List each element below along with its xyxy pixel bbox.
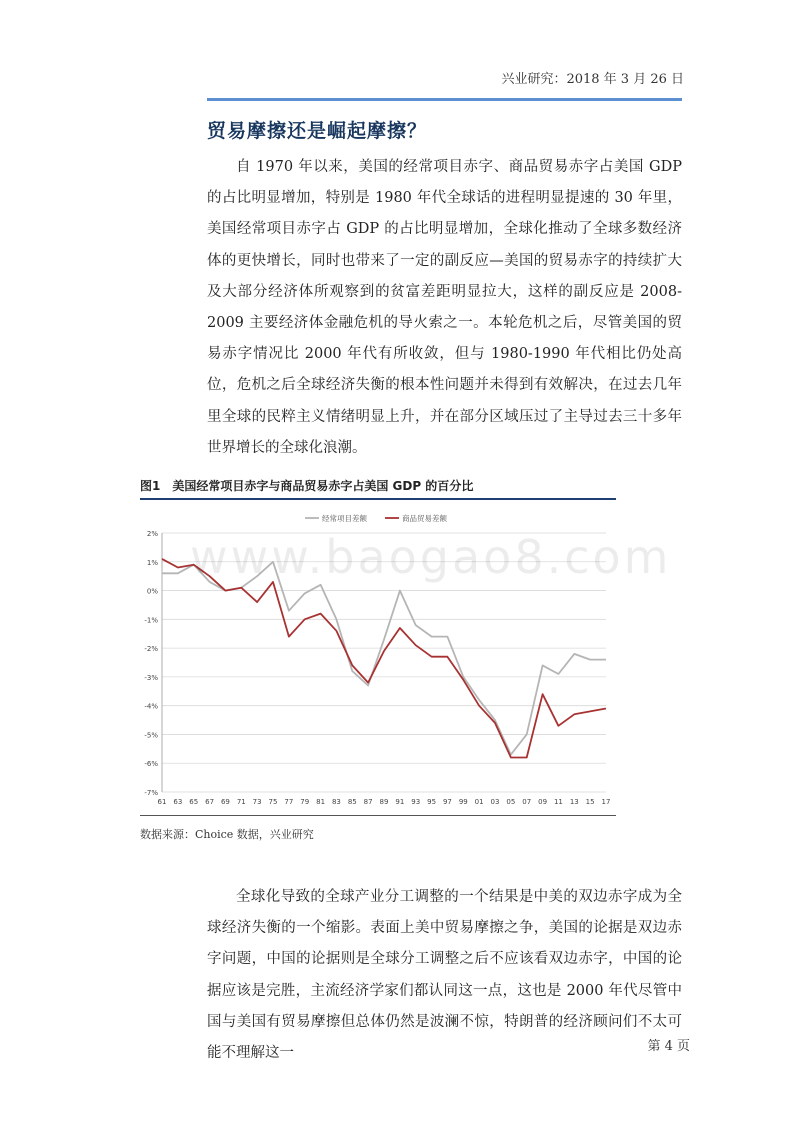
x-tick-label: 81 xyxy=(316,798,326,806)
x-tick-label: 61 xyxy=(157,798,167,806)
x-tick-label: 77 xyxy=(284,798,294,806)
x-tick-label: 09 xyxy=(538,798,548,806)
y-tick-label: -6% xyxy=(144,760,158,769)
header-date: 兴业研究：2018 年 3 月 26 日 xyxy=(501,72,684,87)
y-tick-label: 2% xyxy=(146,530,158,538)
y-tick-label: -2% xyxy=(144,645,158,654)
figure-title: 图1 美国经常项目赤字与商品贸易赤字占美国 GDP 的百分比 xyxy=(140,479,474,493)
x-axis-ticks xyxy=(158,798,611,806)
x-tick-label: 75 xyxy=(268,798,278,806)
series-line-2 xyxy=(162,559,606,758)
x-tick-label: 15 xyxy=(585,798,595,806)
header-rule xyxy=(207,98,682,101)
y-tick-label: -1% xyxy=(144,616,158,625)
section-title: 贸易摩擦还是崛起摩擦？ xyxy=(207,120,428,142)
y-tick-label: 1% xyxy=(146,558,158,567)
x-tick-label: 93 xyxy=(411,798,421,806)
x-tick-label: 89 xyxy=(379,798,389,806)
page-number: 第 4 页 xyxy=(647,1039,690,1054)
y-tick-label: -4% xyxy=(144,702,158,711)
y-tick-label: -3% xyxy=(144,673,158,682)
x-tick-label: 63 xyxy=(173,798,183,806)
legend-label: 经常项目差额 xyxy=(322,514,367,523)
figure-source: 数据来源：Choice 数据，兴业研究 xyxy=(140,828,314,841)
x-tick-label: 05 xyxy=(506,798,516,806)
watermark: www.baogao8.com xyxy=(190,530,672,584)
body-paragraph-2: 全球化导致的全球产业分工调整的一个结果是中美的双边赤字成为全球经济失衡的一个缩影。表面上美中贸易摩擦之争，美国的论据是双边赤字问题，中国的论据则是全球分工调整之后不应该看双边赤字，中国的论据应该是完胜，主流经济学家们都认同这一点，这也是 2000 年代尽管中国与美国有贸易摩擦但总体仍然是波澜不惊，特朗普的经济顾问们不太可能不理解这一 xyxy=(207,889,682,1062)
legend-label: 商品贸易差额 xyxy=(402,514,447,523)
x-tick-label: 17 xyxy=(601,798,611,806)
y-tick-label: 0% xyxy=(146,587,158,596)
series-lines xyxy=(162,559,606,758)
x-tick-label: 83 xyxy=(331,798,341,806)
x-tick-label: 87 xyxy=(363,798,373,806)
x-tick-label: 03 xyxy=(490,798,500,806)
chart-legend xyxy=(305,513,447,523)
x-tick-label: 07 xyxy=(522,798,532,806)
x-tick-label: 79 xyxy=(300,798,310,806)
x-tick-label: 11 xyxy=(553,798,563,806)
x-tick-label: 95 xyxy=(427,798,437,806)
x-tick-label: 01 xyxy=(474,798,484,806)
x-tick-label: 91 xyxy=(395,798,405,806)
x-tick-label: 69 xyxy=(220,798,230,806)
x-tick-label: 65 xyxy=(189,798,199,806)
x-tick-label: 99 xyxy=(458,798,468,806)
y-axis-ticks xyxy=(144,530,158,797)
y-tick-label: -5% xyxy=(144,731,158,740)
x-tick-label: 67 xyxy=(205,798,215,806)
x-tick-label: 71 xyxy=(236,798,246,806)
x-tick-label: 73 xyxy=(252,798,262,806)
figure-bottom-rule xyxy=(140,815,616,816)
y-tick-label: -7% xyxy=(144,789,158,797)
body-paragraph-1: 自 1970 年以来，美国的经常项目赤字、商品贸易赤字占美国 GDP 的占比明显增加，特别是 1980 年代全球话的进程明显提速的 30 年里，美国经常项目赤字占 GDP 的占比明显增加，全球化推动了全球多数经济体的更快增长，同时也带来了一定的副反应—美国的贸易赤字的持续扩大及大部分经济体所观察到的贫富差距明显拉大，这样的副反应是 2008-2009 主要经济体金融危机的导火索之一。本轮危机之后，尽管美国的贸易赤字情况比 2000 年代有所收敛，但与 1980-1990 年代相比仍处高位，危机之后全球经济失衡的根本性问题并未得到有效解决，在过去几年里全球的民粹主义情绪明显上升，并在部分区域压过了主导过去三十多年世界增长的全球化浪潮。 xyxy=(207,159,682,456)
x-tick-label: 13 xyxy=(569,798,579,806)
x-tick-label: 85 xyxy=(347,798,357,806)
x-tick-label: 97 xyxy=(442,798,452,806)
